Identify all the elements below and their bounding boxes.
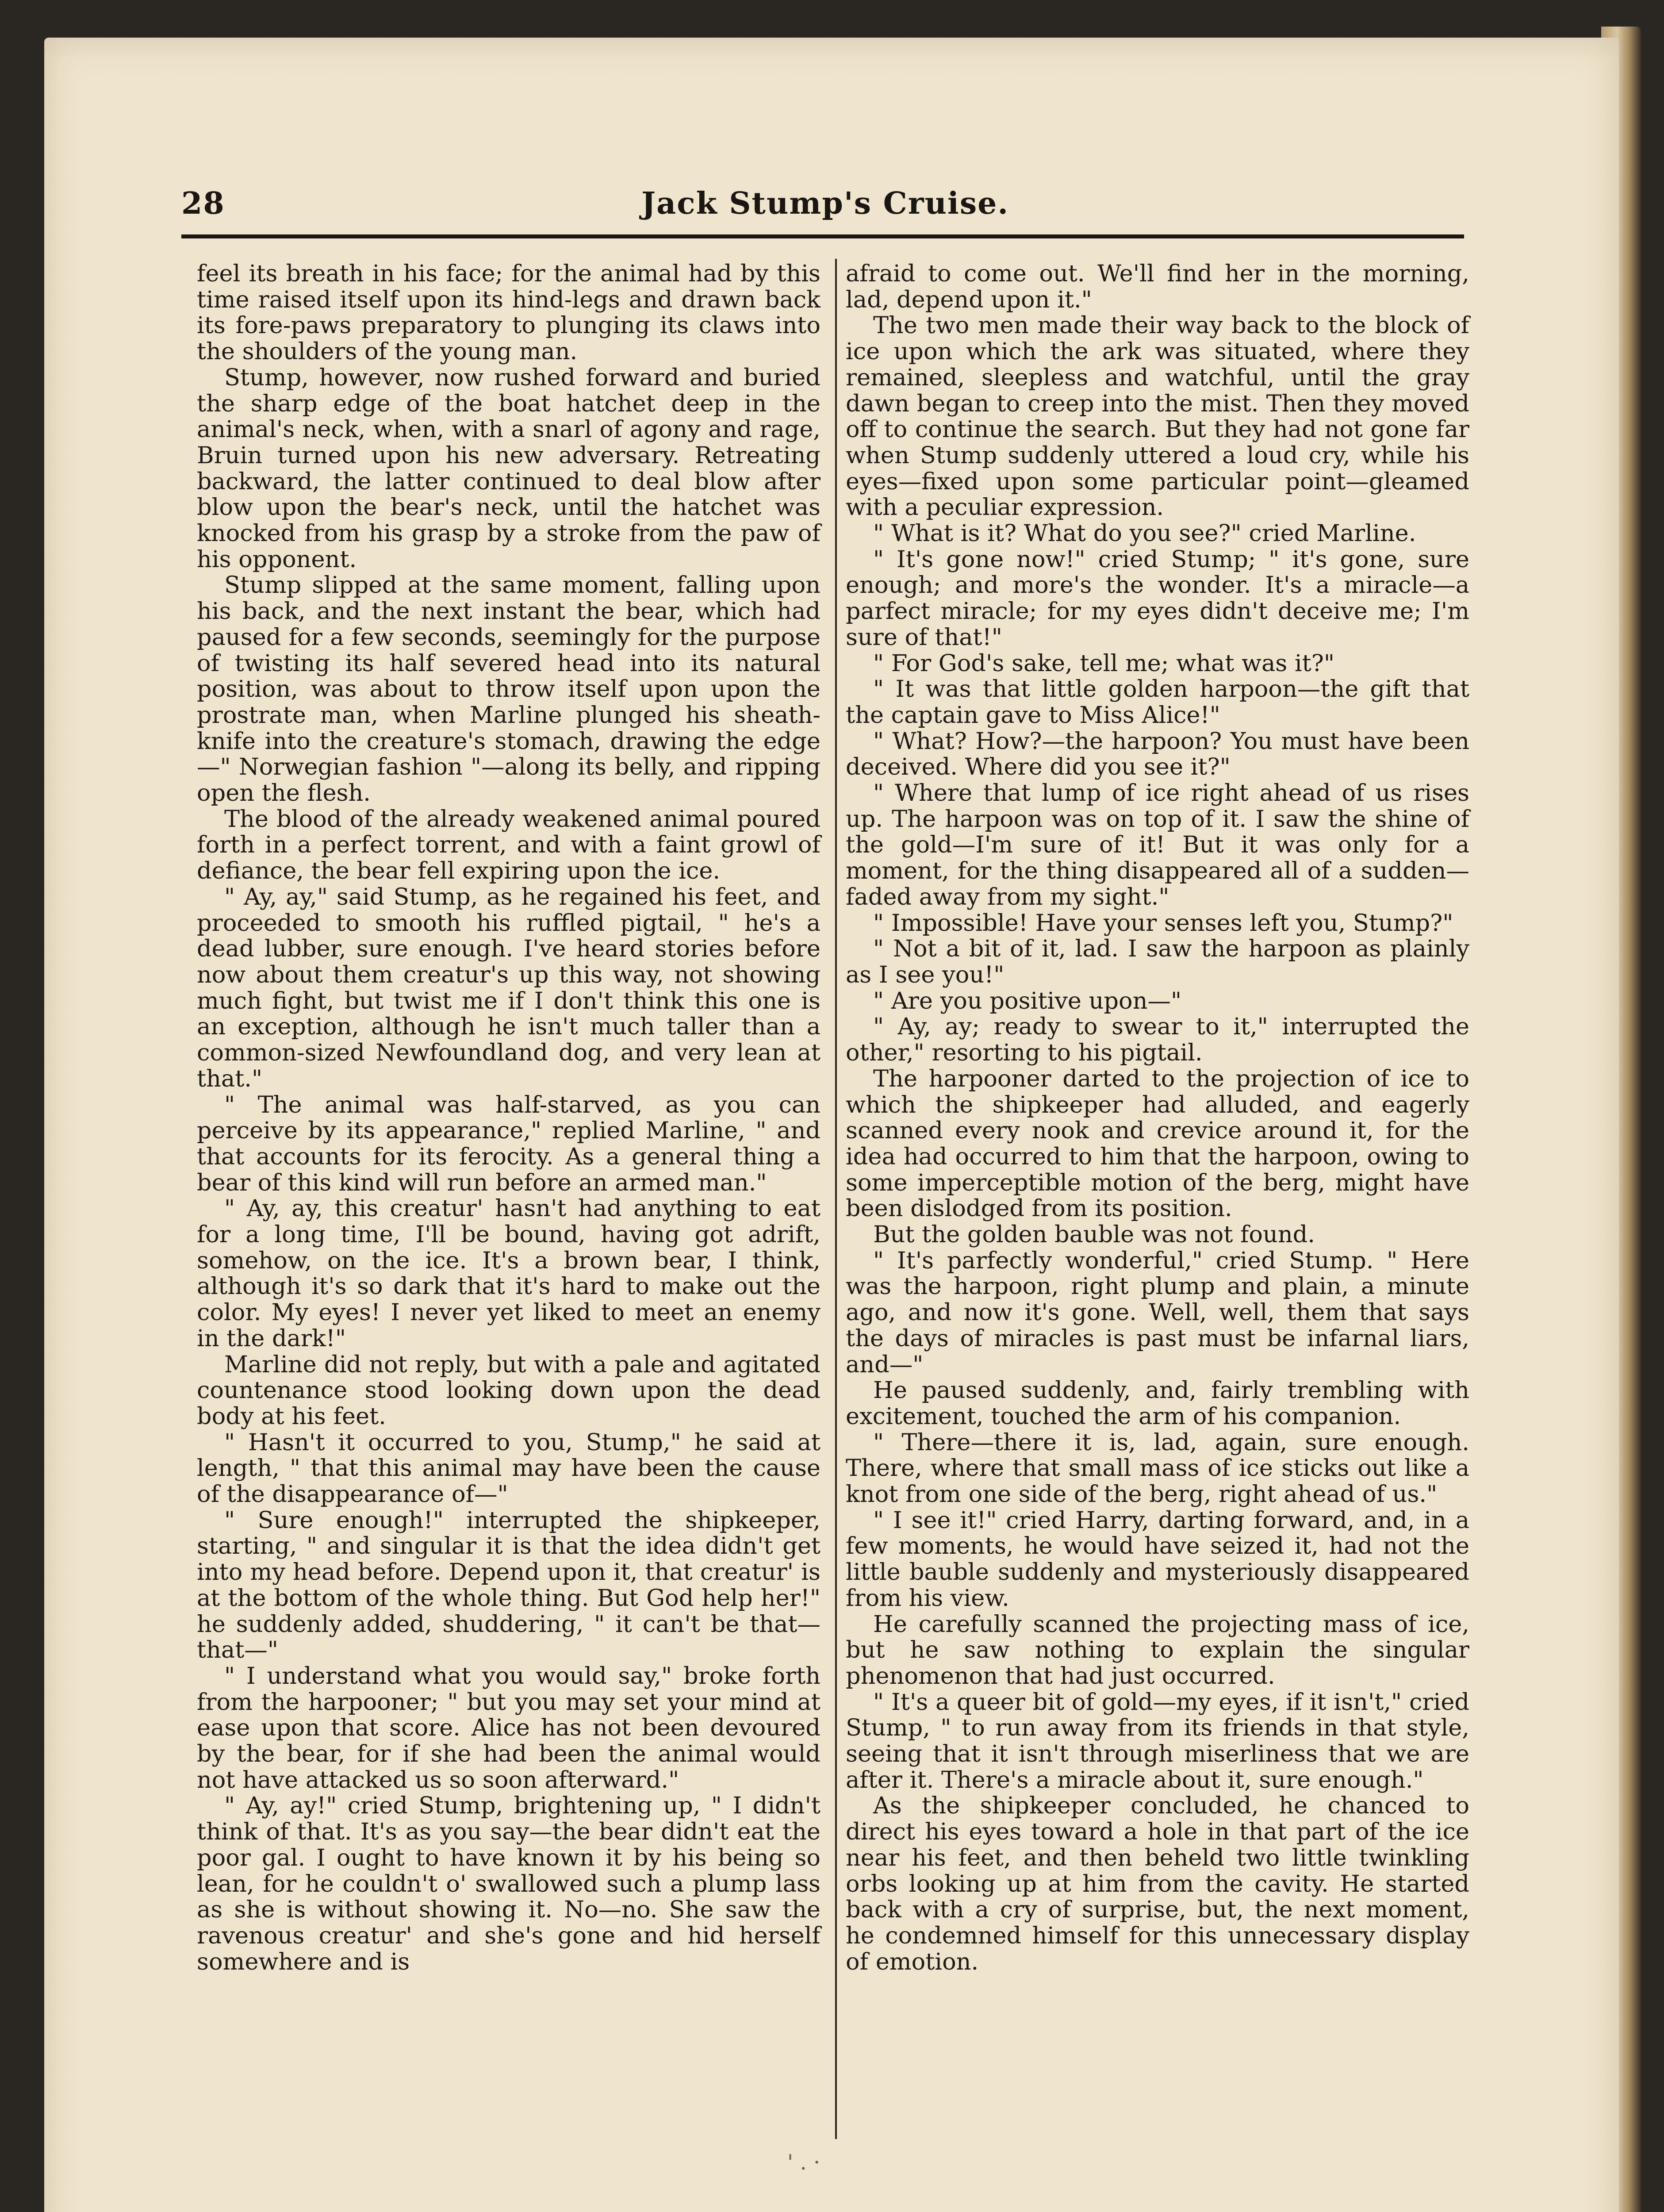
paragraph: " Hasn't it occurred to you, Stump," he said at length, " that this animal may have been the cause of the disappearance of—" bbox=[197, 1429, 820, 1508]
paragraph: " Are you positive upon—" bbox=[873, 987, 1182, 1014]
paragraph: " The animal was half-starved, as you can perceive by its appearance," replied Marline, " and that accounts for its ferocity. As a general thing a bear of this kind will run before an armed man." bbox=[197, 1091, 820, 1196]
page-header bbox=[181, 186, 1464, 230]
paragraph: " I see it!" cried Harry, darting forward, and, in a few moments, he would have seized it, had not the little bauble suddenly and mysteriously disappeared from his view. bbox=[846, 1506, 1469, 1612]
paragraph: But the golden bauble was not found. bbox=[873, 1221, 1315, 1248]
paragraph: Stump, however, now rushed forward and buried the sharp edge of the boat hatchet deep in the animal's neck, when, with a snarl of agony and rage, Bruin turned upon his new adversary. Retreating backward, the latter continued to deal blow after blow upon the bear's neck, until the hatchet was knocked from his grasp by a stroke from the paw of his opponent. bbox=[197, 364, 820, 573]
paragraph: " Ay, ay!" cried Stump, brightening up, " I didn't think of that. It's as you say—the bear didn't eat the poor gal. I ought to have known it by his being so lean, for he couldn't o' swallowed such a plump lass as she is without showing it. No—no. She saw the ravenous creatur' and she's gone and hid herself somewhere and is bbox=[197, 1792, 820, 1975]
paragraph: " Ay, ay; ready to swear to it," interrupted the other," resorting to his pigtail. bbox=[846, 1013, 1469, 1067]
paragraph: As the shipkeeper concluded, he chanced to direct his eyes toward a hole in that part of the ice near his feet, and then beheld two little twinkling orbs looking up at him from the cavity. He started back with a cry of surprise, but, the next moment, he condemned himself for this unnecessary display of emotion. bbox=[846, 1792, 1469, 1975]
paragraph: " For God's sake, tell me; what was it?" bbox=[873, 649, 1335, 677]
page-marks: ' . · bbox=[787, 2150, 820, 2175]
left-column bbox=[197, 261, 820, 1975]
paragraph: " What? How?—the harpoon? You must have been deceived. Where did you see it?" bbox=[846, 727, 1469, 781]
paragraph: " It's gone now!" cried Stump; " it's gone, sure enough; and more's the wonder. It's a miracle—a parfect miracle; for my eyes didn't deceive me; I'm sure of that!" bbox=[846, 545, 1469, 651]
page-number: 28 bbox=[181, 186, 225, 221]
paragraph: The blood of the already weakened animal poured forth in a perfect torrent, and with a faint growl of defiance, the bear fell expiring upon the ice. bbox=[197, 805, 820, 885]
paragraph: " It's a queer bit of gold—my eyes, if it isn't," cried Stump, " to run away from its friends in that style, seeing that it isn't through miserliness that we are after it. There's a miracle about it, sure enough." bbox=[846, 1688, 1469, 1793]
paragraph: " Ay, ay, this creatur' hasn't had anything to eat for a long time, I'll be bound, having got adrift, somehow, on the ice. It's a brown bear, I think, although it's so dark that it's hard to make out the color. My eyes! I never yet liked to meet an enemy in the dark!" bbox=[197, 1195, 820, 1352]
paragraph: Stump slipped at the same moment, falling upon his back, and the next instant the bear, which had paused for a few seconds, seemingly for the purpose of twisting its half severed head into its natural position, was about to throw itself upon upon the prostrate man, when Marline plunged his sheath-knife into the creature's stomach, drawing the edge—" Norwegian fashion "—along its belly, and ripping open the flesh. bbox=[197, 572, 820, 807]
paragraph: " What is it? What do you see?" cried Marline. bbox=[873, 520, 1416, 547]
running-title: Jack Stump's Cruise. bbox=[641, 186, 1009, 221]
paragraph: " Sure enough!" interrupted the shipkeeper, starting, " and singular it is that the idea didn't get into my head before. Depend upon it, that creatur' is at the bottom of the whole thing. But God help her!" he suddenly added, shuddering, " it can't be that—that—" bbox=[197, 1506, 820, 1664]
paragraph: The two men made their way back to the block of ice upon which the ark was situated, where they remained, sleepless and watchful, until the gray dawn began to creep into the mist. Then they moved off to continue the search. But they had not gone far when Stump suddenly uttered a loud cry, while his eyes—fixed upon some particular point—gleamed with a peculiar expression. bbox=[846, 312, 1469, 521]
paragraph: The harpooner darted to the projection of ice to which the shipkeeper had alluded, and eagerly scanned every nook and crevice around it, for the idea had occurred to him that the harpoon, owing to some imperceptible motion of the berg, might have been dislodged from its position. bbox=[846, 1065, 1469, 1222]
paragraph: " Not a bit of it, lad. I saw the harpoon as plainly as I see you!" bbox=[846, 935, 1469, 988]
paragraph: He paused suddenly, and, fairly trembling with excitement, touched the arm of his companion. bbox=[846, 1377, 1469, 1430]
paragraph: He carefully scanned the projecting mass of ice, but he saw nothing to explain the singular phenomenon that had just occurred. bbox=[846, 1610, 1469, 1690]
paragraph: " I understand what you would say," broke forth from the harpooner; " but you may set your mind at ease upon that score. Alice has not been devoured by the bear, for if she had been the animal would not have attacked us so soon afterward." bbox=[197, 1662, 820, 1793]
paragraph: " There—there it is, lad, again, sure enough. There, where that small mass of ice sticks out like a knot from one side of the berg, right ahead of us." bbox=[846, 1429, 1469, 1508]
paragraph: " It was that little golden harpoon—the gift that the captain gave to Miss Alice!" bbox=[846, 676, 1469, 729]
paragraph: afraid to come out. We'll find her in the morning, lad, depend upon it." bbox=[846, 260, 1469, 313]
paragraph: " Impossible! Have your senses left you, Stump?" bbox=[873, 909, 1453, 937]
paragraph: " Ay, ay," said Stump, as he regained his feet, and proceeded to smooth his ruffled pigtail, " he's a dead lubber, sure enough. I've heard stories before now about them creatur's up this way, not showing much fight, but twist me if I don't think this one is an exception, although he isn't much taller than a common-sized Newfoundland dog, and very lean at that." bbox=[197, 883, 820, 1092]
column-divider bbox=[835, 259, 837, 2139]
paragraph: " It's parfectly wonderful," cried Stump. " Here was the harpoon, right plump and plain, a minute ago, and now it's gone. Well, well, them that says the days of miracles is past must be infarnal liars, and—" bbox=[846, 1247, 1469, 1378]
paragraph: Marline did not reply, but with a pale and agitated countenance stood looking down upon the dead body at his feet. bbox=[197, 1351, 820, 1430]
paragraph: feel its breath in his face; for the animal had by this time raised itself upon its hind-legs and drawn back its fore-paws preparatory to plunging its claws into the shoulders of the young man. bbox=[197, 260, 820, 365]
header-rule bbox=[181, 234, 1464, 238]
paragraph: " Where that lump of ice right ahead of us rises up. The harpoon was on top of it. I saw the shine of the gold—I'm sure of it! But it was only for a moment, for the thing disappeared all of a sudden—faded away from my sight." bbox=[846, 780, 1469, 910]
right-column bbox=[846, 261, 1469, 1975]
